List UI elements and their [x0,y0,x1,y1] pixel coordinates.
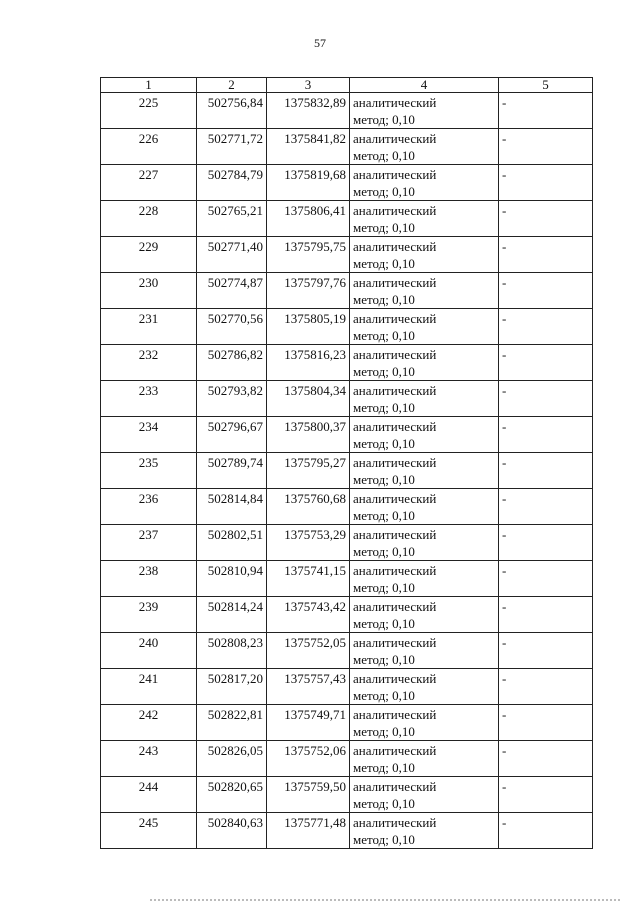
note-cell: - [499,309,593,345]
y-coordinate-cell: 1375753,29 [267,525,350,561]
x-coordinate-cell: 502826,05 [197,741,267,777]
table-row [101,237,593,273]
note-cell: - [499,741,593,777]
table-row [101,705,593,741]
y-coordinate-cell: 1375741,15 [267,561,350,597]
method-cell: аналитический метод; 0,10 [350,741,499,777]
method-cell: аналитический метод; 0,10 [350,237,499,273]
point-number-cell: 239 [101,597,197,633]
note-cell: - [499,525,593,561]
table-row [101,381,593,417]
x-coordinate-cell: 502789,74 [197,453,267,489]
table-row [101,489,593,525]
x-coordinate-cell: 502808,23 [197,633,267,669]
method-cell: аналитический метод; 0,10 [350,201,499,237]
table-row [101,309,593,345]
y-coordinate-cell: 1375804,34 [267,381,350,417]
method-cell: аналитический метод; 0,10 [350,309,499,345]
table-row [101,93,593,129]
note-cell: - [499,165,593,201]
method-cell: аналитический метод; 0,10 [350,489,499,525]
column-header-2: 2 [197,78,267,93]
note-cell: - [499,813,593,849]
y-coordinate-cell: 1375795,27 [267,453,350,489]
method-cell: аналитический метод; 0,10 [350,129,499,165]
point-number-cell: 245 [101,813,197,849]
y-coordinate-cell: 1375819,68 [267,165,350,201]
method-cell: аналитический метод; 0,10 [350,525,499,561]
note-cell: - [499,489,593,525]
method-cell: аналитический метод; 0,10 [350,669,499,705]
table-row [101,597,593,633]
point-number-cell: 242 [101,705,197,741]
note-cell: - [499,273,593,309]
point-number-cell: 233 [101,381,197,417]
point-number-cell: 225 [101,93,197,129]
x-coordinate-cell: 502774,87 [197,273,267,309]
method-cell: аналитический метод; 0,10 [350,705,499,741]
x-coordinate-cell: 502771,72 [197,129,267,165]
x-coordinate-cell: 502784,79 [197,165,267,201]
method-cell: аналитический метод; 0,10 [350,597,499,633]
method-cell: аналитический метод; 0,10 [350,93,499,129]
point-number-cell: 235 [101,453,197,489]
note-cell: - [499,381,593,417]
y-coordinate-cell: 1375795,75 [267,237,350,273]
column-header-4: 4 [350,78,499,93]
point-number-cell: 244 [101,777,197,813]
y-coordinate-cell: 1375759,50 [267,777,350,813]
column-header-1: 1 [101,78,197,93]
point-number-cell: 232 [101,345,197,381]
method-cell: аналитический метод; 0,10 [350,561,499,597]
table-row [101,669,593,705]
note-cell: - [499,633,593,669]
point-number-cell: 241 [101,669,197,705]
table-row [101,345,593,381]
note-cell: - [499,417,593,453]
x-coordinate-cell: 502786,82 [197,345,267,381]
y-coordinate-cell: 1375752,05 [267,633,350,669]
table-row [101,453,593,489]
note-cell: - [499,237,593,273]
page-number: 57 [314,36,326,50]
table-body [101,93,593,849]
point-number-cell: 237 [101,525,197,561]
note-cell: - [499,345,593,381]
y-coordinate-cell: 1375832,89 [267,93,350,129]
y-coordinate-cell: 1375841,82 [267,129,350,165]
method-cell: аналитический метод; 0,10 [350,417,499,453]
x-coordinate-cell: 502822,81 [197,705,267,741]
point-number-cell: 238 [101,561,197,597]
y-coordinate-cell: 1375805,19 [267,309,350,345]
y-coordinate-cell: 1375757,43 [267,669,350,705]
point-number-cell: 236 [101,489,197,525]
point-number-cell: 226 [101,129,197,165]
point-number-cell: 231 [101,309,197,345]
x-coordinate-cell: 502793,82 [197,381,267,417]
note-cell: - [499,561,593,597]
x-coordinate-cell: 502810,94 [197,561,267,597]
y-coordinate-cell: 1375743,42 [267,597,350,633]
method-cell: аналитический метод; 0,10 [350,165,499,201]
method-cell: аналитический метод; 0,10 [350,273,499,309]
note-cell: - [499,777,593,813]
table-row [101,777,593,813]
y-coordinate-cell: 1375749,71 [267,705,350,741]
x-coordinate-cell: 502770,56 [197,309,267,345]
table-row [101,561,593,597]
coordinates-table [100,77,593,849]
y-coordinate-cell: 1375816,23 [267,345,350,381]
x-coordinate-cell: 502814,24 [197,597,267,633]
table-row [101,813,593,849]
y-coordinate-cell: 1375800,37 [267,417,350,453]
point-number-cell: 230 [101,273,197,309]
table-row [101,741,593,777]
note-cell: - [499,669,593,705]
y-coordinate-cell: 1375760,68 [267,489,350,525]
y-coordinate-cell: 1375752,06 [267,741,350,777]
point-number-cell: 229 [101,237,197,273]
y-coordinate-cell: 1375797,76 [267,273,350,309]
table-row [101,273,593,309]
point-number-cell: 227 [101,165,197,201]
table-row [101,633,593,669]
note-cell: - [499,93,593,129]
bottom-scan-artifact [150,899,620,905]
x-coordinate-cell: 502817,20 [197,669,267,705]
y-coordinate-cell: 1375771,48 [267,813,350,849]
method-cell: аналитический метод; 0,10 [350,453,499,489]
x-coordinate-cell: 502756,84 [197,93,267,129]
x-coordinate-cell: 502820,65 [197,777,267,813]
table-row [101,165,593,201]
table-row [101,417,593,453]
table-row [101,525,593,561]
x-coordinate-cell: 502771,40 [197,237,267,273]
note-cell: - [499,453,593,489]
point-number-cell: 234 [101,417,197,453]
note-cell: - [499,705,593,741]
column-header-5: 5 [499,78,593,93]
note-cell: - [499,129,593,165]
x-coordinate-cell: 502802,51 [197,525,267,561]
table-header-row [101,78,593,93]
x-coordinate-cell: 502814,84 [197,489,267,525]
point-number-cell: 243 [101,741,197,777]
method-cell: аналитический метод; 0,10 [350,777,499,813]
x-coordinate-cell: 502840,63 [197,813,267,849]
note-cell: - [499,201,593,237]
method-cell: аналитический метод; 0,10 [350,345,499,381]
method-cell: аналитический метод; 0,10 [350,633,499,669]
column-header-3: 3 [267,78,350,93]
point-number-cell: 240 [101,633,197,669]
table-row [101,201,593,237]
x-coordinate-cell: 502765,21 [197,201,267,237]
table-row [101,129,593,165]
note-cell: - [499,597,593,633]
y-coordinate-cell: 1375806,41 [267,201,350,237]
x-coordinate-cell: 502796,67 [197,417,267,453]
method-cell: аналитический метод; 0,10 [350,381,499,417]
point-number-cell: 228 [101,201,197,237]
method-cell: аналитический метод; 0,10 [350,813,499,849]
